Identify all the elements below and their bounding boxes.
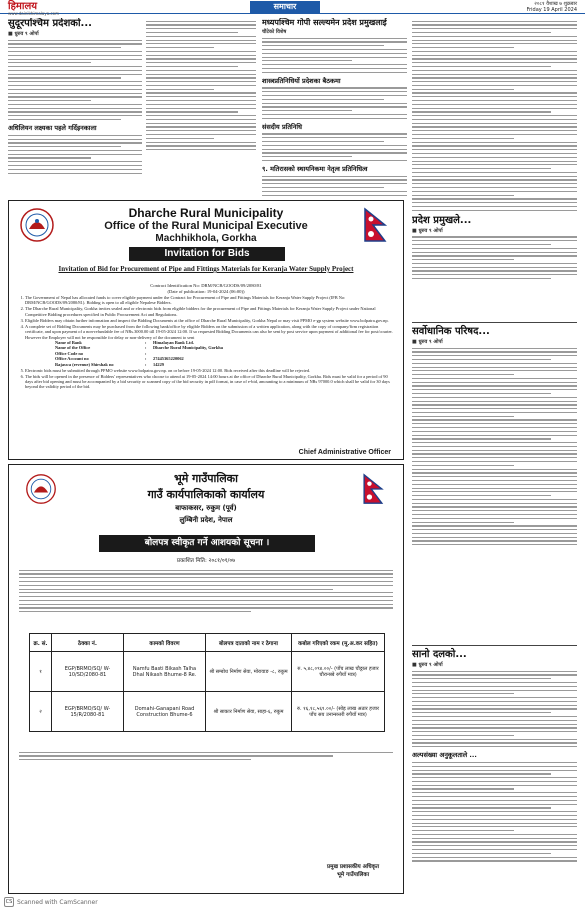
org-office: गाउँ कार्यपालिकाको कार्यालय <box>147 488 265 501</box>
scanner-watermark: CS Scanned with CamScanner <box>5 898 98 906</box>
org-location: Machhikhola, Gorkha <box>155 233 257 244</box>
bid-title: Invitation of Bid for Procurement of Pipe and Fittings Materials for Keranja Water Supply Project <box>58 265 354 273</box>
subhead: शास्त्रप्रतिनिधियों प्रदेशका बैठकमा <box>262 76 341 85</box>
org-name: Dharche Rural Municipality <box>128 206 284 220</box>
table-row: १ EGP/BRMO/SQ/ W-10/SD/2080-81 Namfu Basti Bikash Talha Dhal Nikash Bhume-8 Re. श्री सम्बोध निर्माण सेवा, मोरावाङ -८, रुकुम रु. ५,४८,०९४.००/- (पाँच लाख चौठ्ठाल हजार चौरानब्बे रुपैयाँ मात्र) <box>30 652 385 692</box>
subhead: अधिलियन लक्ष्यका पहले गर्दिइनकाला <box>8 124 97 133</box>
byline: चौटेको विशेष <box>262 29 287 35</box>
masthead <box>0 0 585 14</box>
bid-acceptance-notice <box>8 464 404 894</box>
newspaper-logo: हिमालय www.dainikhimalaya.com <box>8 0 59 16</box>
headline: सानो दलको... <box>412 649 467 660</box>
issue-date: २०८१ वैशाख ७ शुक्रबार Friday 19 April 2024 <box>526 1 577 13</box>
signatory: प्रमुख प्रशासकीय अधिकृत भूमे गाउँपालिका <box>327 864 379 878</box>
bid-clauses: 1. The Government of Nepal has allocated funds to cover eligible payment under the Contract for Procurement of Pipe and Fittings Materials for Keranja Water Supply Project (IFB No: DRM/NCB/GOODS/09/2080/81). Bidding is open to all eligible Nepalese Bidders. 2. The Dharche Rural Municipality, Gorkha invites sealed and or electronic bids from eligible bidders for the procurement of Pipe and Fittings Materials for Keranja Water Supply Project under National Competitive Bidding procedures specified in Public Procurement Act and Regulations. 3. Eligible Bidders may obtain further information and inspect the Bidding Documents at the office of Dharche Rural Municipality, Gorkha Nepal or may visit PPMO e-gp system website www.bolpatra.gov.np. 4. A complete set of Bidding Documents may be purchased from the following bank/office by eligible Bidders on the submission of a written application, along with the copy of company/firm registration certificate, and upon payment of a non-refundable fee of NRs.3000.00 till 19-05-2024 12:00. If so requested Bidding Documents can also be sent by post service upon payment of additional fee for post/courier. However the Employer will not be responsible for delay or non-delivery of the document to sent Name of Bank : Himalayan Bank Ltd. Name of the Office : Dharche Rural Municipality, Gorkha Office Code no : Office Account no : 27445365220062 Rajaswa (revenue) Shirshak no : 14229 5. Electronic bids must be submitted through PPMO website www.bolpatra.gov.np. on or before 19-05-2024 12:00. Bids received after this deadline will be rejected. 6. The bids will be opened in the presence of Bidders' representatives who choose to attend at 19-05-2024 14:00 hours at the office of Dharche Rural Municipality, Gorkha. Bids must be valid for a period of 90 days after bid opening and must be accompanied by a bid security or scanned copy of the bid security in pdf format, in case of e-bid, amounting to a minimum of NRs 97000.0 which shall be valid for 30 days beyond the validity period of the bid. <box>17 295 395 390</box>
subhead: संसदीय प्रतिनिधि <box>262 122 303 131</box>
camscanner-icon: CS <box>5 899 13 905</box>
table-header-row: क्र. सं. ठेक्का नं. कामको विवरण बोलपत्र दाताको नाम र ठेगाना कबोल गरिएको रकम (मू.अ.कर सहित) <box>30 634 385 652</box>
publication-date: प्रकाशित मिति: २०८१/०१/०७ <box>176 558 236 564</box>
headline: मध्यपश्चिम गोपी सल्ल्यमेन प्रदेश प्रमुखलाई <box>262 18 387 27</box>
notice-footer-text <box>19 749 393 763</box>
byline: ■ धुरुव ९ ओर्पा <box>412 339 443 345</box>
headline: सर्वोधानिक परिषद... <box>412 326 490 337</box>
signatory: Chief Administrative Officer <box>298 449 391 456</box>
notice-body <box>19 567 393 615</box>
bank-details: Name of Bank : Himalayan Bank Ltd. Name of the Office : Dharche Rural Municipality, Gorkha Office Code no : Office Account no : 27445365220062 Rajaswa (revenue) Shirshak no : 14229 <box>55 340 223 367</box>
headline: प्रदेश प्रमुखले... <box>412 214 472 226</box>
article-left-top <box>8 18 142 198</box>
section-label: समाचार <box>250 1 320 13</box>
org-office: Office of the Rural Municipal Executive <box>104 220 308 232</box>
contract-meta: Contract Identification No: DRM/NCB/GOODS/09/2080/81 (Date of publication: 19-04-2024 (06:00)) <box>150 283 262 294</box>
subhead: ९. मतिरासको स्थायनिकमा नेतृत्व प्रतिनिधित्व <box>262 165 368 174</box>
org-name: भूमे गाउँपालिका <box>174 472 238 485</box>
byline: ■ धुरुव ९ ओर्पा <box>412 662 443 668</box>
article-mid-top <box>262 18 407 198</box>
article-left-top-cont <box>146 18 256 198</box>
subhead: अल्पसंख्या अनुकूलताले ... <box>412 751 477 760</box>
bid-invitation-notice <box>8 200 404 460</box>
table-row: २ EGP/BRMO/SQ/ W-15/R/2080-81 Domahi-Ganapani Road Construction Bhume-6 श्री साकार निर्माण सेवा, साहा-६, रुकुम रु. १६,१८,५६९.००/- (सोह्र लाख अठार हजार पाँच सय उनान्सत्तरी रुपैयाँ मात्र) <box>30 692 385 732</box>
byline: ■ धुरुव ९ ओर्पा <box>8 31 39 37</box>
org-address: बाफाकसर, रुकुम (पूर्व) <box>175 504 237 512</box>
headline: सुदूरपश्चिम प्रदेशको... <box>8 18 92 29</box>
bid-table <box>29 633 385 732</box>
article-right-bottom <box>412 645 577 895</box>
article-right-top <box>412 18 577 318</box>
byline: ■ धुरुव ९ ओर्पा <box>412 227 443 234</box>
notice-banner: बोलपत्र स्वीकृत गर्ने आशयको सूचना । <box>99 535 315 552</box>
notice-banner: Invitation for Bids <box>129 247 285 261</box>
article-mid-bottom <box>412 322 577 642</box>
org-province: लुम्बिनी प्रदेश, नेपाल <box>179 516 233 524</box>
